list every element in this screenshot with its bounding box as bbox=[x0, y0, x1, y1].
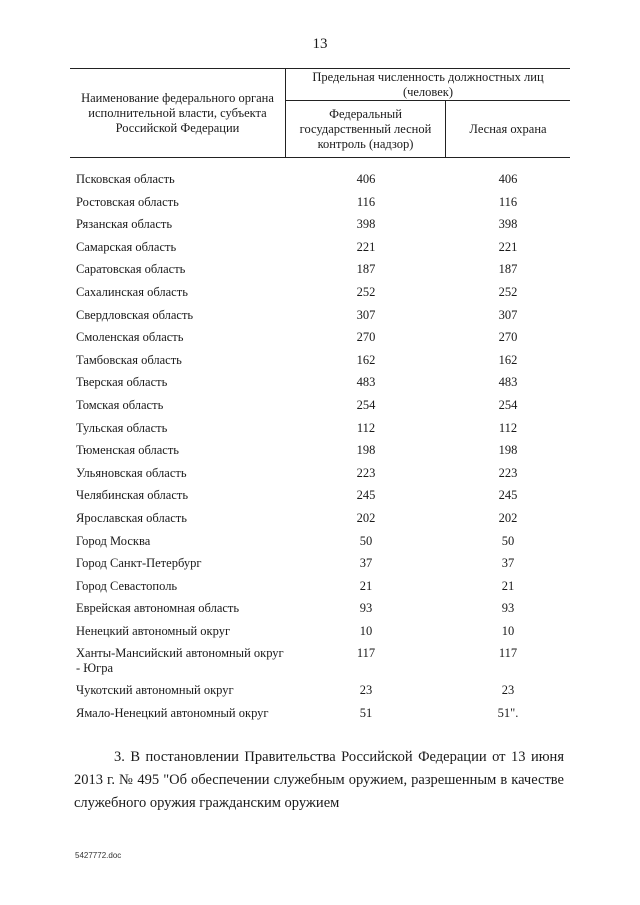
row-fed-value: 198 bbox=[356, 443, 376, 458]
row-name: Город Севастополь bbox=[76, 578, 178, 593]
row-name: Тульская область bbox=[76, 420, 168, 435]
paragraph-text: 3. В постановлении Правительства Российской Федерации от 13 июня 2013 г. № 495 "Об обеспечении служебным оружием, разрешенным в качестве служебного оружия гражданским оружием bbox=[74, 749, 564, 811]
row-fed-value: 93 bbox=[359, 601, 373, 616]
row-forest-value: 270 bbox=[498, 330, 518, 345]
paragraph-3 bbox=[74, 746, 564, 815]
row-name: Ненецкий автономный округ bbox=[76, 623, 231, 638]
row-fed-value: 221 bbox=[356, 239, 376, 254]
row-forest-value: 93 bbox=[501, 601, 515, 616]
row-name: Псковская область bbox=[76, 172, 175, 186]
row-fed-value: 10 bbox=[359, 623, 373, 638]
row-fed-value: 270 bbox=[356, 330, 376, 345]
row-forest-value: 116 bbox=[498, 194, 518, 209]
row-name: Ростовская область bbox=[76, 194, 179, 209]
table-row bbox=[70, 375, 570, 398]
row-forest-value: 198 bbox=[498, 443, 518, 458]
row-fed-value: 223 bbox=[356, 465, 376, 480]
table-row bbox=[70, 262, 570, 285]
page-number: 13 bbox=[312, 36, 328, 52]
row-name: Самарская область bbox=[76, 239, 177, 254]
row-name: Город Санкт-Петербург bbox=[76, 556, 202, 571]
row-forest-value: 50 bbox=[501, 533, 515, 548]
table-row bbox=[70, 556, 570, 579]
row-fed-value: 37 bbox=[359, 556, 373, 571]
row-name: Еврейская автономная область bbox=[76, 601, 240, 616]
table-row bbox=[70, 706, 570, 743]
row-fed-value: 187 bbox=[356, 262, 376, 277]
row-fed-value: 307 bbox=[356, 307, 376, 322]
row-name: Тюменская область bbox=[76, 443, 179, 458]
row-forest-value: 187 bbox=[498, 262, 518, 277]
header-name: Наименование федерального органа исполнительной власти, субъекта Российской Федерации bbox=[70, 69, 286, 157]
table-body bbox=[70, 172, 570, 743]
table-row bbox=[70, 646, 570, 683]
row-name: Ульяновская область bbox=[76, 465, 187, 480]
table-row bbox=[70, 398, 570, 421]
row-fed-value: 112 bbox=[356, 420, 376, 435]
row-name: Тамбовская область bbox=[76, 352, 182, 367]
table-row bbox=[70, 601, 570, 624]
table-row bbox=[70, 285, 570, 308]
row-fed-value: 117 bbox=[356, 646, 376, 661]
row-name: Рязанская область bbox=[76, 217, 173, 232]
row-forest-value: 307 bbox=[498, 307, 518, 322]
row-fed-value: 483 bbox=[356, 375, 376, 390]
row-fed-value: 51 bbox=[359, 706, 373, 721]
row-fed-value: 254 bbox=[356, 397, 376, 412]
row-name: Сахалинская область bbox=[76, 284, 188, 299]
row-fed-value: 406 bbox=[356, 172, 376, 186]
table-row bbox=[70, 421, 570, 444]
row-forest-value: 37 bbox=[501, 556, 515, 571]
row-forest-value: 23 bbox=[501, 683, 515, 698]
header-group: Предельная численность должностных лиц (человек) bbox=[286, 69, 570, 101]
row-forest-value: 406 bbox=[498, 172, 518, 186]
row-forest-value: 117 bbox=[498, 646, 518, 661]
row-fed-value: 202 bbox=[356, 510, 376, 525]
row-fed-value: 116 bbox=[356, 194, 376, 209]
table-row bbox=[70, 195, 570, 218]
row-name: Чукотский автономный округ bbox=[76, 683, 234, 698]
row-forest-value: 221 bbox=[498, 239, 518, 254]
table-row bbox=[70, 534, 570, 557]
row-fed-value: 162 bbox=[356, 352, 376, 367]
row-fed-value: 23 bbox=[359, 683, 373, 698]
table-row bbox=[70, 330, 570, 353]
table-row bbox=[70, 511, 570, 534]
row-fed-value: 252 bbox=[356, 284, 376, 299]
row-fed-value: 50 bbox=[359, 533, 373, 548]
row-name: Город Москва bbox=[76, 533, 151, 548]
row-fed-value: 245 bbox=[356, 488, 376, 503]
row-forest-value: 202 bbox=[498, 510, 518, 525]
row-forest-value: 223 bbox=[498, 465, 518, 480]
row-name: Свердловская область bbox=[76, 307, 194, 322]
row-name: Ямало-Ненецкий автономный округ bbox=[76, 706, 269, 721]
table-row bbox=[70, 172, 570, 195]
row-name: Смоленская область bbox=[76, 330, 184, 345]
table-row bbox=[70, 488, 570, 511]
row-forest-value: 252 bbox=[498, 284, 518, 299]
row-forest-value: 162 bbox=[498, 352, 518, 367]
table-row bbox=[70, 683, 570, 706]
header-fed: Федеральный государственный лесной контроль (надзор) bbox=[286, 101, 446, 157]
table-row bbox=[70, 217, 570, 240]
table-row bbox=[70, 308, 570, 331]
staff-limits-table bbox=[70, 68, 570, 743]
table-row bbox=[70, 240, 570, 263]
footer-code: 5427772.doc bbox=[75, 851, 122, 860]
row-forest-value: 51". bbox=[497, 706, 519, 721]
row-forest-value: 398 bbox=[498, 217, 518, 232]
table-header bbox=[70, 68, 570, 158]
table-row bbox=[70, 353, 570, 376]
table-row bbox=[70, 624, 570, 647]
row-forest-value: 483 bbox=[498, 375, 518, 390]
table-row bbox=[70, 466, 570, 489]
header-forest: Лесная охрана bbox=[469, 121, 547, 136]
row-name: Ярославская область bbox=[76, 510, 187, 525]
row-forest-value: 112 bbox=[498, 420, 518, 435]
row-name: Челябинская область bbox=[76, 488, 189, 503]
row-forest-value: 21 bbox=[501, 578, 515, 593]
table-row bbox=[70, 579, 570, 602]
row-name: Ханты-Мансийский автономный округ - Югра bbox=[76, 646, 284, 676]
row-fed-value: 398 bbox=[356, 217, 376, 232]
row-forest-value: 254 bbox=[498, 397, 518, 412]
row-forest-value: 245 bbox=[498, 488, 518, 503]
row-name: Тверская область bbox=[76, 375, 168, 390]
row-forest-value: 10 bbox=[501, 623, 515, 638]
row-fed-value: 21 bbox=[359, 578, 373, 593]
row-name: Саратовская область bbox=[76, 262, 186, 277]
row-name: Томская область bbox=[76, 397, 164, 412]
table-row bbox=[70, 443, 570, 466]
